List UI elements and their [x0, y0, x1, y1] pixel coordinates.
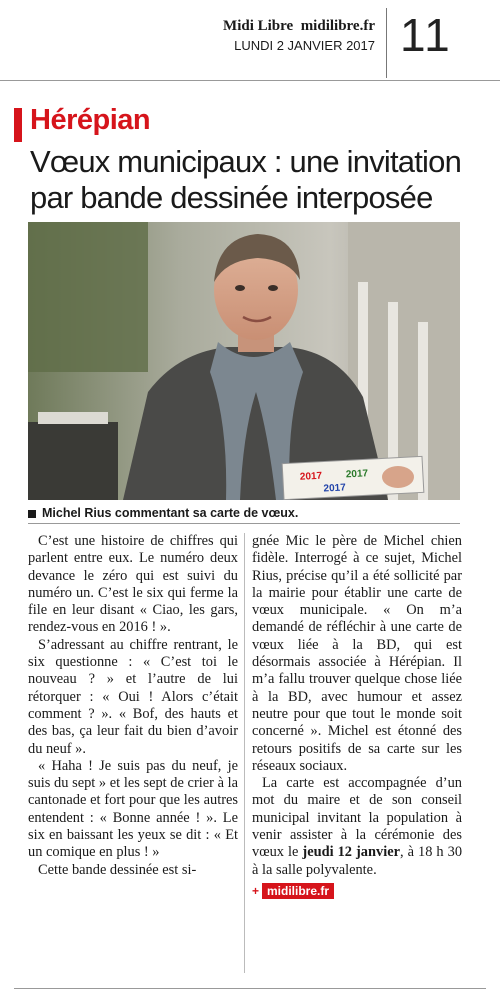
article-paragraph: « Haha ! Je suis pas du neuf, je suis du sept » et les sept de crier à la cantonade et fort pour que les autres entendent : « Bonne année ! ». Le six en baissant les yeux se dit : « Et un comique en plus ! »: [28, 757, 238, 861]
card-year-text: 2017: [323, 482, 347, 495]
header-rule: [0, 80, 500, 81]
page-bottom-rule: [14, 988, 486, 989]
card-year-text: 2017: [345, 468, 369, 481]
column-divider: [244, 533, 245, 973]
kicker-marker: [14, 108, 22, 142]
newspaper-brand: Midi Libre midilibre.fr: [223, 18, 375, 34]
article-paragraph: S’adressant au chiffre rentrant, le six questionne : « C’est toi le nouveau ? » et l’autre de lui rétorquer : « Oui ! Alors c’était comment ? ». « Bof, des hauts et des bas, ça leur fait du bien d’avoir du neuf ».: [28, 636, 238, 757]
photo-caption-text: Michel Rius commentant sa carte de vœux.: [42, 506, 299, 520]
article-kicker: Hérépian: [30, 104, 151, 136]
event-date: jeudi 12 janvier: [302, 844, 400, 861]
issue-date: LUNDI 2 JANVIER 2017: [234, 38, 375, 53]
header-divider: [386, 8, 387, 78]
article-photo: [28, 222, 460, 500]
photo-caption: [28, 506, 298, 520]
page-number: 11: [400, 9, 452, 61]
page-header: [0, 0, 500, 82]
more-on-website-link[interactable]: [252, 883, 334, 900]
paragraph-text: , à 18 h 30 à la salle polyvalente.: [252, 844, 463, 878]
paragraph-text: La carte est accompagnée d’un mot du maire et de son conseil municipal invitant la population à venir assister à la cérémonie des vœux le: [252, 775, 462, 861]
website-label: midilibre.fr: [262, 883, 334, 899]
article-paragraph: [252, 775, 462, 879]
caption-rule: [28, 523, 460, 524]
article-paragraph: gnée Mic le père de Michel chien fidèle. Interrogé à ce sujet, Michel Rius, précise qu’il a été sollicité par la mairie pour établir une carte de vœux municipale. « On m’a demandé de réfléchir à une carte de vœux liée à la BD, qui est désormais associée à Hérépian. Il m’a fallu trouver quelque chose liée à la BD, avec humour et assez neutre pour que tout le monde soit concerné ». Michel est étonné des retours positifs de sa carte sur les réseaux sociaux.: [252, 533, 462, 774]
article-column-left: [28, 533, 238, 879]
article-paragraph: Cette bande dessinée est si-: [38, 861, 197, 878]
article-headline: Vœux municipaux : une invitation par bande dessinée interposée: [30, 144, 462, 215]
article-paragraph: C’est une histoire de chiffres qui parlent entre eux. Le numéro deux devance le zéro qui est suivi du numéro un. C’est le six qui ferme la file en leur disant « Ciao, les gars, rendez-vous en 2016 ! ».: [28, 533, 238, 636]
caption-square-icon: [28, 510, 36, 518]
plus-icon: +: [252, 883, 260, 898]
card-year-text: 2017: [299, 470, 323, 483]
article-column-right: [252, 533, 462, 900]
